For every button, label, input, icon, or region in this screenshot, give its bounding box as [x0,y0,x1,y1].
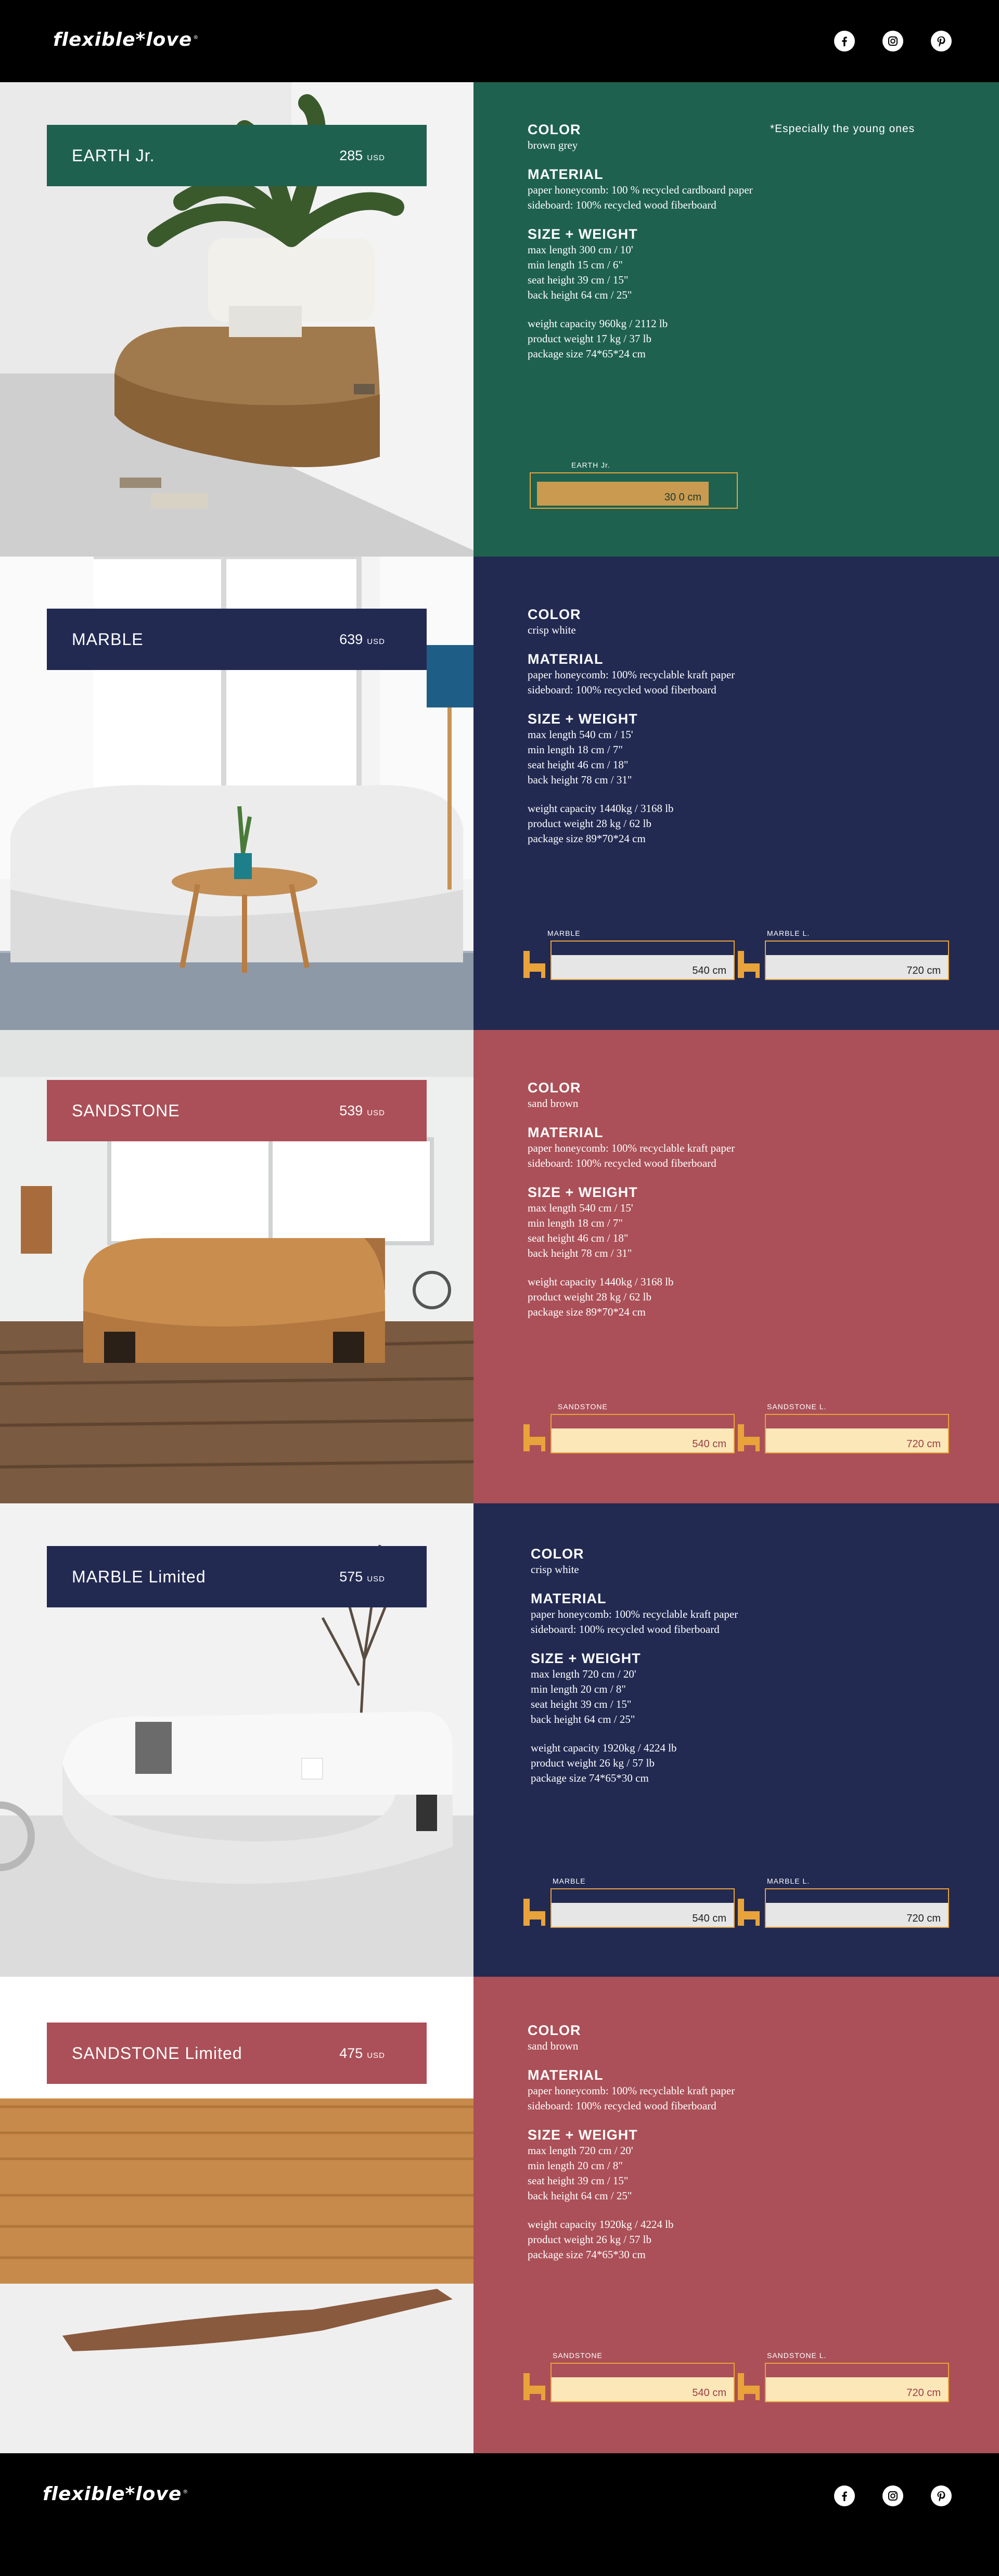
weight-line: weight capacity 960kg / 2112 lb [528,317,668,330]
size-diagram-large [736,1402,949,1456]
price-currency: USD [367,1574,385,1583]
size-diagram-small [521,1402,735,1456]
product-section-sandstone [0,1030,999,1503]
color-heading: COLOR [531,1546,584,1562]
material-heading: MATERIAL [531,1591,607,1606]
length-value: 540 cm [692,965,726,976]
product-note: *Especially the young ones [770,123,915,135]
spec-line: min length 18 cm / 7" [528,1217,623,1229]
size-diagram-small [521,2351,735,2404]
product-section-marble-limited [0,1503,999,1977]
brand-logo-mark: ® [193,35,199,41]
price-currency: USD [367,2051,385,2060]
length-bar [765,1414,949,1453]
product-title-bar [47,1080,427,1141]
spec-list [531,1546,738,1786]
spec-line: seat height 46 cm / 18" [528,1232,629,1244]
spec-list [528,607,735,846]
weight-line: package size 74*65*24 cm [528,347,646,360]
color-heading: COLOR [528,2023,581,2038]
weight-line: product weight 28 kg / 62 lb [528,817,651,830]
spec-line: min length 20 cm / 8" [528,2159,623,2172]
size-diagram-small [521,1877,735,1930]
color-value: sand brown [528,2040,579,2052]
size-diagram-large [736,2351,949,2404]
weight-line: package size 74*65*30 cm [531,1772,649,1784]
diagram-label: MARBLE [547,929,581,937]
chair-icon [736,2370,764,2402]
product-spec-panel [473,557,999,1030]
spec-line: seat height 39 cm / 15" [528,274,629,286]
material-line: paper honeycomb: 100% recyclable kraft paper [531,1608,738,1620]
material-line: sideboard: 100% recycled wood fiberboard [528,2100,716,2112]
material-line: paper honeycomb: 100% recyclable kraft paper [528,1142,735,1154]
price-currency: USD [367,1108,385,1117]
spec-line: seat height 39 cm / 15" [531,1698,632,1710]
length-bar [765,941,949,980]
length-bar [765,1888,949,1928]
footer-logo-mark: ® [183,2489,189,2495]
size-weight-heading: SIZE + WEIGHT [528,226,638,242]
footer-logo-text: flexible*love [43,2483,182,2505]
material-line: sideboard: 100% recycled wood fiberboard [528,684,716,696]
size-weight-heading: SIZE + WEIGHT [528,1184,638,1200]
spec-line: back height 64 cm / 25" [531,1713,635,1725]
material-line: sideboard: 100% recycled wood fiberboard [531,1623,720,1635]
diagram-label: EARTH Jr. [571,461,610,469]
spec-line: min length 20 cm / 8" [531,1683,626,1695]
material-heading: MATERIAL [528,651,604,667]
product-spec-panel [473,1503,999,1977]
spec-line: back height 78 cm / 31" [528,774,632,786]
spec-line: seat height 39 cm / 15" [528,2174,629,2187]
product-spec-panel [473,82,999,557]
spec-line: seat height 46 cm / 18" [528,758,629,771]
weight-line: weight capacity 1440kg / 3168 lb [528,802,674,815]
length-value: 30 0 cm [664,492,701,503]
color-value: crisp white [531,1563,579,1576]
spec-line: max length 720 cm / 20' [528,2144,633,2157]
brand-logo-text: flexible*love [53,29,193,50]
weight-line: weight capacity 1920kg / 4224 lb [531,1742,677,1754]
size-diagram-large [736,1877,949,1930]
chair-icon [736,1421,764,1453]
chair-icon [521,948,549,980]
length-value: 720 cm [906,1913,941,1924]
site-footer [0,2453,999,2576]
footer-brand-logo[interactable] [43,2483,188,2505]
product-price [339,632,385,648]
spec-list [528,2023,735,2262]
diagram-label: MARBLE L. [767,1877,810,1885]
length-bar [550,2363,735,2402]
product-title-bar [47,609,427,670]
price-value: 575 [339,1568,363,1585]
length-value: 720 cm [906,965,941,976]
product-price [339,2045,385,2062]
spec-list [528,1080,735,1320]
facebook-icon[interactable] [834,2485,855,2506]
size-diagram-small [521,929,735,982]
brand-logo[interactable] [53,29,199,50]
diagram-label: MARBLE L. [767,929,810,937]
footer-social-links [834,2485,952,2506]
chair-icon [521,2370,549,2402]
length-bar [550,1888,735,1928]
spec-line: max length 540 cm / 15' [528,1202,633,1214]
material-line: paper honeycomb: 100% recyclable kraft paper [528,668,735,681]
length-bar [537,482,709,506]
material-line: sideboard: 100% recycled wood fiberboard [528,1157,716,1169]
facebook-icon[interactable] [834,31,855,51]
weight-line: product weight 26 kg / 57 lb [531,1757,655,1769]
color-value: brown grey [528,139,578,151]
length-value: 720 cm [906,1438,941,1450]
material-line: paper honeycomb: 100% recyclable kraft paper [528,2084,735,2097]
weight-line: package size 89*70*24 cm [528,1306,646,1318]
product-name: MARBLE [72,629,144,649]
size-weight-heading: SIZE + WEIGHT [531,1651,641,1666]
price-currency: USD [367,637,385,646]
diagram-label: SANDSTONE L. [767,2351,827,2360]
length-value: 540 cm [692,2387,726,2399]
diagram-label: MARBLE [553,1877,586,1885]
material-heading: MATERIAL [528,1125,604,1140]
weight-line: product weight 17 kg / 37 lb [528,332,651,345]
product-name: MARBLE Limited [72,1567,206,1586]
pinterest-icon[interactable] [931,31,952,51]
color-heading: COLOR [528,1080,581,1096]
chair-icon [521,1896,549,1928]
price-value: 475 [339,2045,363,2061]
weight-line: package size 74*65*30 cm [528,2248,646,2261]
color-heading: COLOR [528,607,581,622]
spec-line: min length 18 cm / 7" [528,743,623,756]
spec-line: max length 540 cm / 15' [528,728,633,741]
product-name: EARTH Jr. [72,146,155,165]
length-value: 540 cm [692,1438,726,1450]
size-diagram [530,461,738,509]
color-value: crisp white [528,624,576,636]
spec-list [528,122,753,362]
chair-icon [736,1896,764,1928]
product-section-marble [0,557,999,1030]
spec-line: max length 300 cm / 10' [528,243,633,256]
length-bar [765,2363,949,2402]
product-section-sandstone-limited [0,1977,999,2453]
chair-icon [521,1421,549,1453]
diagram-label: SANDSTONE [558,1402,608,1411]
spec-line: back height 64 cm / 25" [528,289,632,301]
price-value: 285 [339,147,363,163]
product-name: SANDSTONE [72,1101,180,1120]
size-diagram-large [736,929,949,982]
product-price [339,1103,385,1119]
spec-line: back height 78 cm / 31" [528,1247,632,1259]
product-title-bar [47,1546,427,1607]
weight-line: package size 89*70*24 cm [528,832,646,845]
header-social-links [834,31,952,51]
weight-line: product weight 28 kg / 62 lb [528,1291,651,1303]
product-spec-panel [473,1977,999,2453]
instagram-icon[interactable] [882,31,903,51]
color-heading: COLOR [528,122,581,137]
weight-line: product weight 26 kg / 57 lb [528,2233,651,2246]
product-spec-panel [473,1030,999,1503]
product-title-bar [47,125,427,186]
product-price [339,148,385,164]
chair-icon [736,948,764,980]
price-value: 639 [339,631,363,647]
size-weight-heading: SIZE + WEIGHT [528,2127,638,2143]
diagram-label: SANDSTONE [553,2351,603,2360]
top-header [0,0,999,82]
product-name: SANDSTONE Limited [72,2043,242,2063]
weight-line: weight capacity 1440kg / 3168 lb [528,1276,674,1288]
diagram-label: SANDSTONE L. [767,1402,827,1411]
material-heading: MATERIAL [528,166,604,182]
material-line: sideboard: 100% recycled wood fiberboard [528,199,716,211]
instagram-icon[interactable] [882,2485,903,2506]
length-value: 720 cm [906,2387,941,2399]
length-bar [550,941,735,980]
weight-line: weight capacity 1920kg / 4224 lb [528,2218,674,2231]
size-weight-heading: SIZE + WEIGHT [528,711,638,727]
price-currency: USD [367,153,385,162]
spec-line: back height 64 cm / 25" [528,2189,632,2202]
product-price [339,1569,385,1585]
product-section-earth-jr [0,82,999,557]
price-value: 539 [339,1102,363,1118]
spec-line: min length 15 cm / 6" [528,259,623,271]
product-title-bar [47,2023,427,2084]
spec-line: max length 720 cm / 20' [531,1668,636,1680]
length-bar [550,1414,735,1453]
pinterest-icon[interactable] [931,2485,952,2506]
color-value: sand brown [528,1097,579,1110]
length-value: 540 cm [692,1913,726,1924]
material-heading: MATERIAL [528,2067,604,2083]
material-line: paper honeycomb: 100 % recycled cardboard paper [528,184,753,196]
